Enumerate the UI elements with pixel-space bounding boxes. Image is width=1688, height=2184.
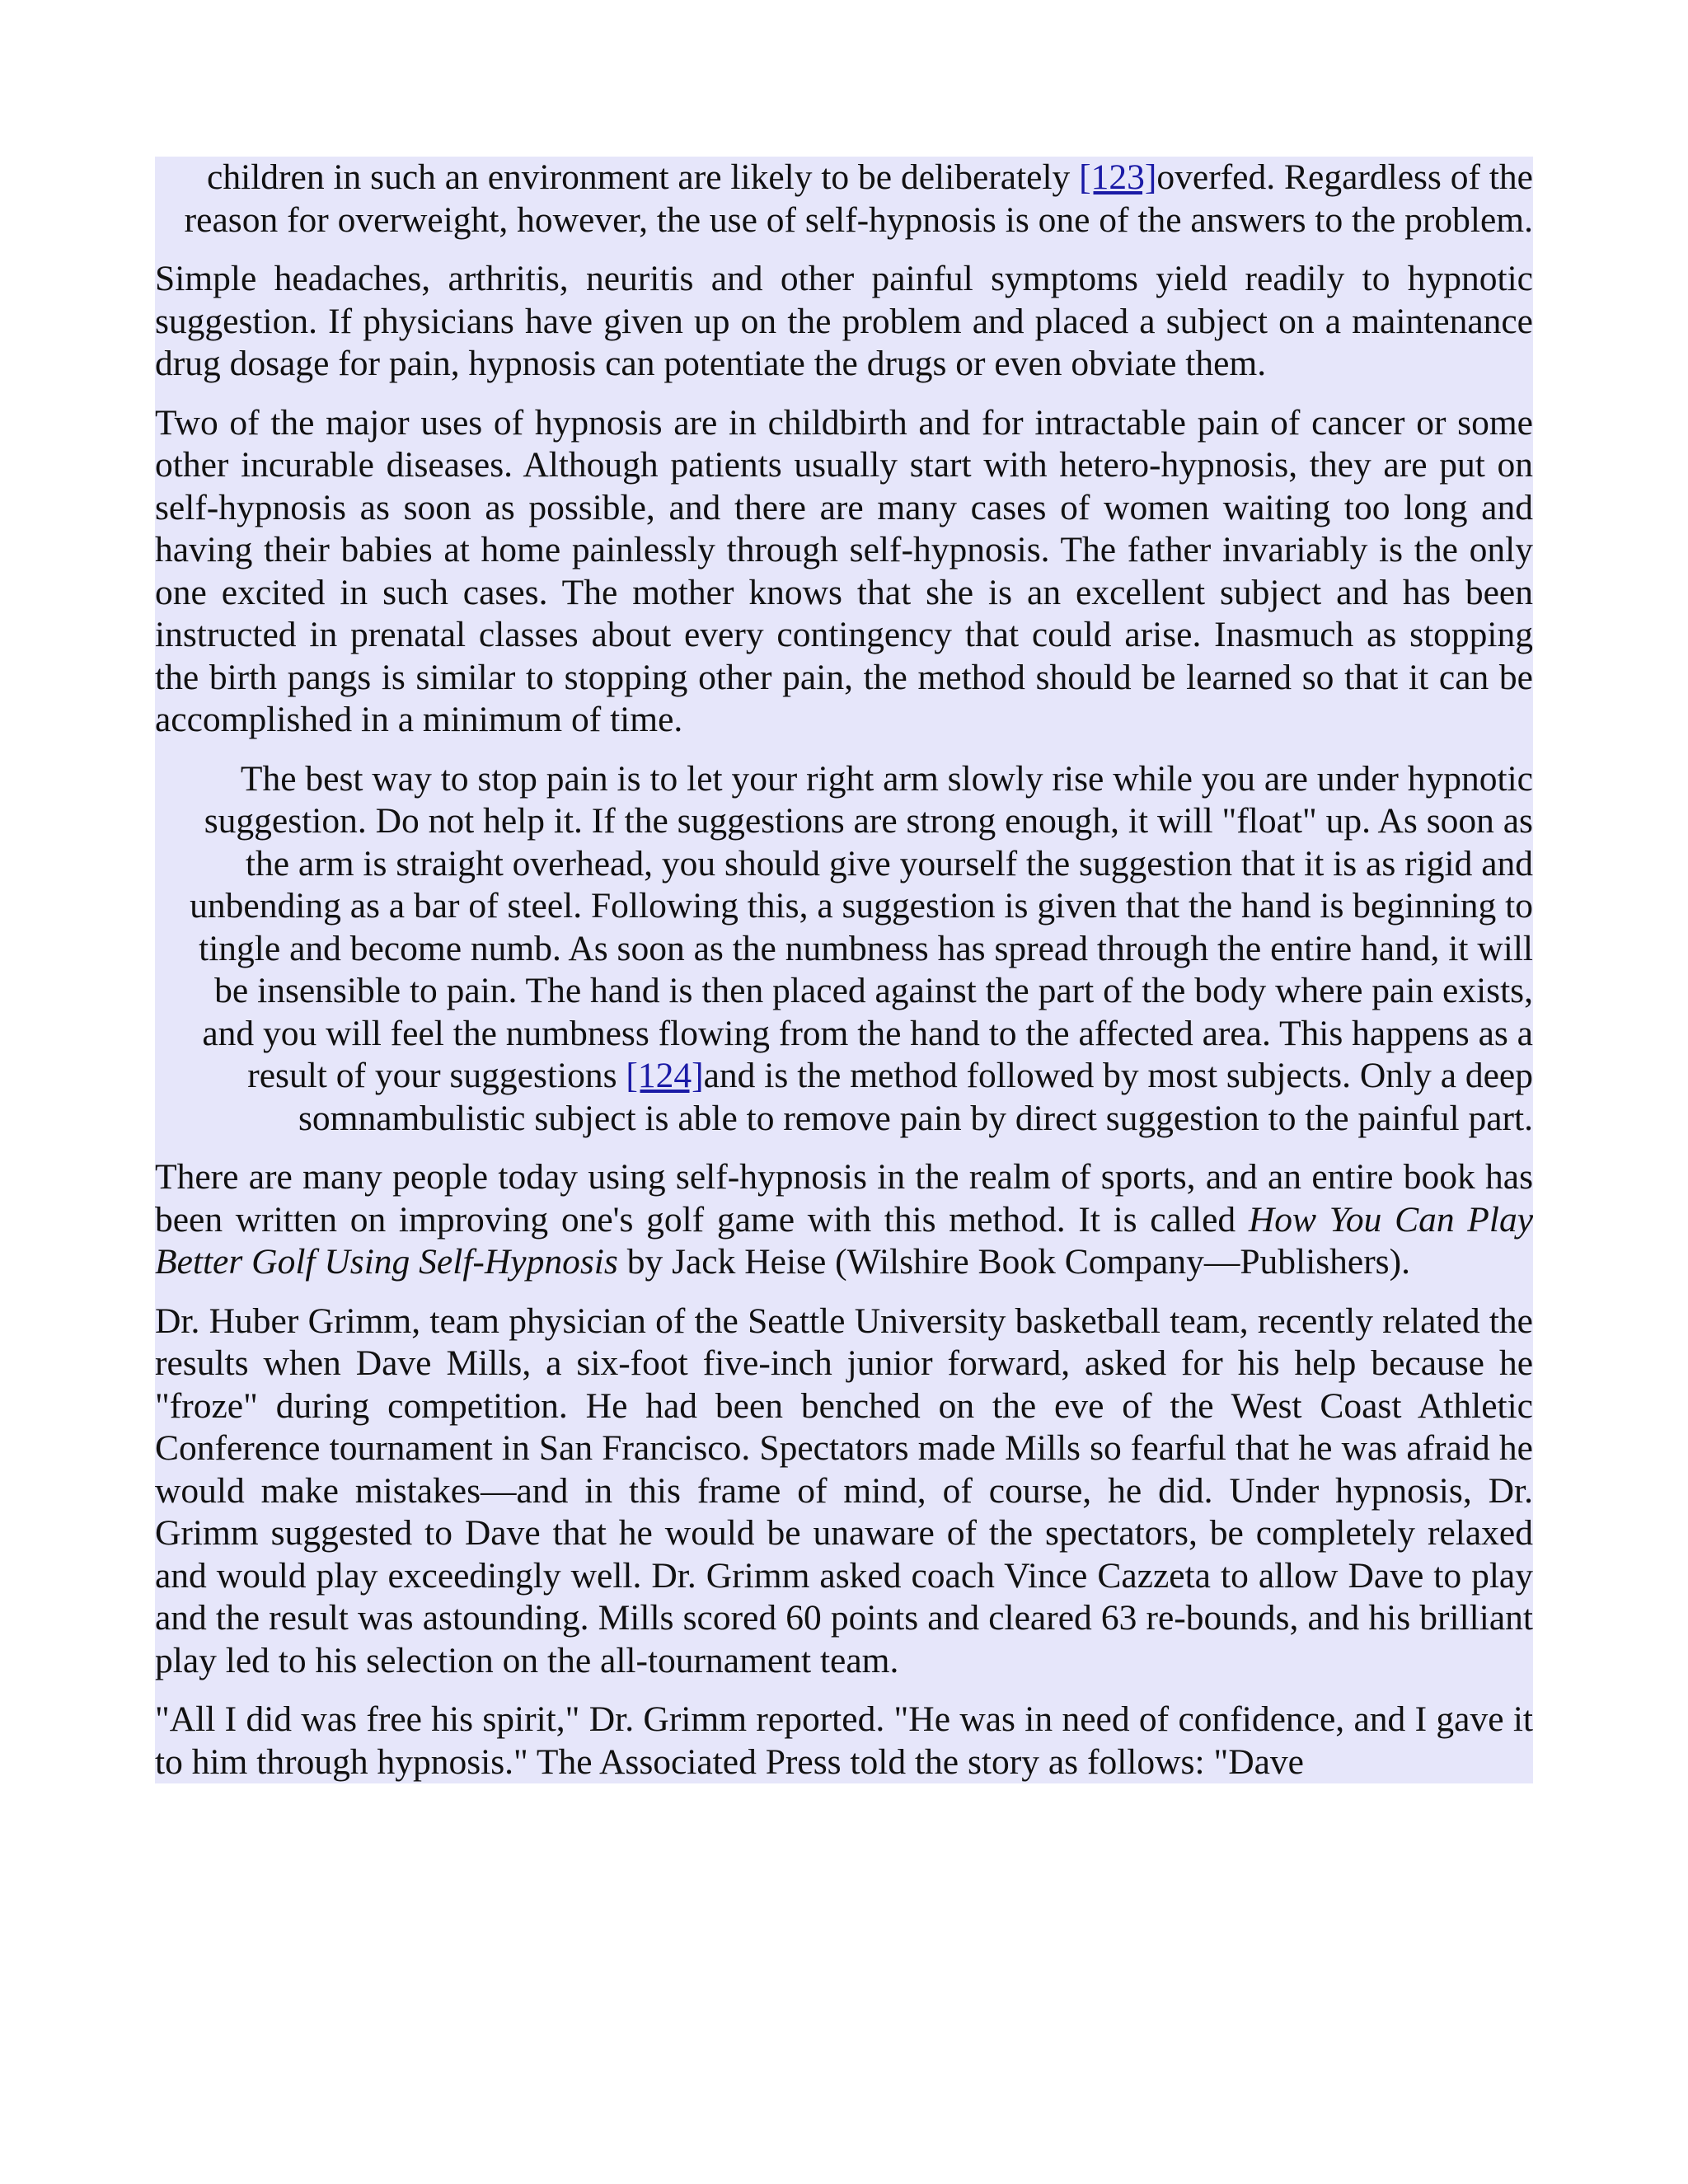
paragraph [155,402,1533,742]
paragraph-text: and is the method followed by most subjects. Only a deep somnambulistic subject is able to remove pain by direct suggestion to the painful part. [298,1056,1533,1138]
paragraph-text: by Jack Heise (Wilshire Book Company—Publishers). [617,1242,1410,1282]
paragraph-text: children in such an environment are likely to be deliberately [207,157,1080,197]
paragraph [155,1156,1533,1284]
paragraph-text: "All I did was free his spirit," Dr. Grimm reported. "He was in need of confidence, and I gave it to him through hypnosis." The Associated Press told the story as follows: "Dave [155,1699,1533,1782]
paragraph-text: Simple headaches, arthritis, neuritis and other painful symptoms yield readily to hypnotic suggestion. If physicians have given up on the problem and placed a subject on a maintenance drug dosage for pain, hypnosis can potentiate the drugs or even obviate them. [155,259,1533,383]
paragraph-text: Two of the major uses of hypnosis are in childbirth and for intractable pain of cancer or some other incurable diseases. Although patients usually start with hetero-hypnosis, they are put on self-hypnosis as soon as possible, and there are many cases of women waiting too long and having their babies at home painlessly through self-hypnosis. The father invariably is the only one excited in such cases. The mother knows that she is an excellent subject and has been instructed in prenatal classes about every contingency that could arise. Inasmuch as stopping the birth pangs is similar to stopping other pain, the method should be learned so that it can be accomplished in a minimum of time. [155,402,1533,739]
paragraph [155,1301,1533,1683]
paragraph-text: Dr. Huber Grimm, team physician of the Seattle University basketball team, recently related the results when Dave Mills, a six-foot five-inch junior forward, asked for his help because he "froze" during competition. He had been benched on the eve of the West Coast Athletic Conference tournament in San Francisco. Spectators made Mills so fearful that he was afraid he would make mistakes—and in this frame of mind, of course, he did. Under hypnosis, Dr. Grimm suggested to Dave that he would be unaware of the spectators, be completely relaxed and would play exceedingly well. Dr. Grimm asked coach Vince Cazzeta to allow Dave to play and the result was astounding. Mills scored 60 points and cleared 63 re-bounds, and his brilliant play led to his selection on the all-tournament team. [155,1301,1533,1680]
book-title: How You Can Play Better Golf Using Self-Hypnosis [155,1199,1533,1282]
page-reference-link[interactable]: [123] [1079,157,1157,197]
paragraph-text: overfed. Regardless of the reason for overweight, however, the use of self-hypnosis is one of the answers to the problem. [184,157,1533,240]
paragraph [155,157,1533,241]
paragraph [155,258,1533,386]
paragraph [155,758,1533,1141]
page-reference-link[interactable]: [124] [626,1056,704,1095]
paragraph [155,1699,1533,1783]
paragraph-text: The best way to stop pain is to let your right arm slowly rise while you are under hypnotic suggestion. Do not help it. If the suggestions are strong enough, it will "float" up. As soon as the arm is straight overhead, you should give yourself the suggestion that it is as rigid and unbending as a bar of steel. Following this, a suggestion is given that the hand is beginning to tingle and become numb. As soon as the numbness has spread through the entire hand, it will be insensible to pain. The hand is then placed against the part of the body where pain exists, and you will feel the numbness flowing from the hand to the affected area. This happens as a result of your suggestions [190,758,1533,1095]
paragraph-text: There are many people today using self-hypnosis in the realm of sports, and an entire book has been written on improving one's golf game with this method. It is called [155,1157,1533,1240]
page-content [155,157,1533,1783]
